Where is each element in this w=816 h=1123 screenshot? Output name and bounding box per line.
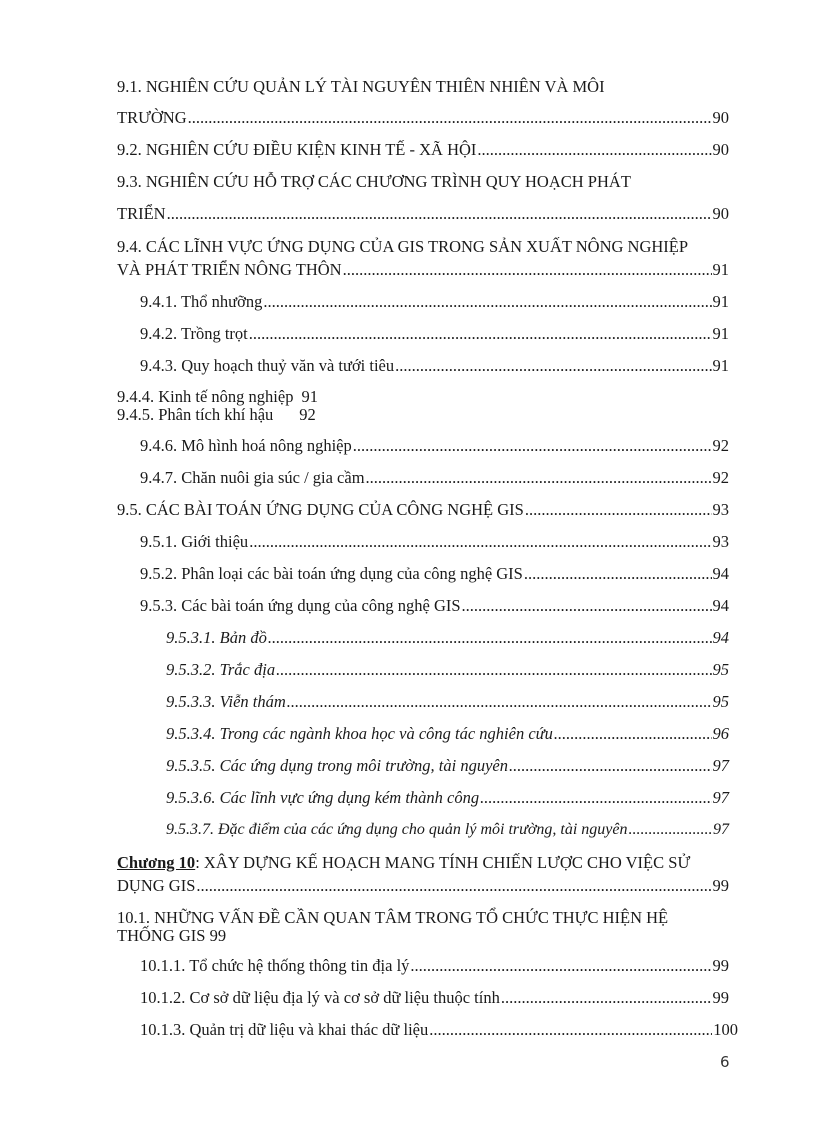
leader-dots [249, 324, 712, 344]
page-number: 6 [720, 1053, 730, 1071]
leader-dots [249, 532, 711, 552]
toc-page-number: 92 [299, 405, 316, 424]
toc-entry-9-3-line1[interactable]: 9.3. NGHIÊN CỨU HỖ TRỢ CÁC CHƯƠNG TRÌNH QUY HOẠCH PHÁT [117, 172, 631, 191]
leader-dots [480, 788, 711, 808]
toc-chapter-10-line1[interactable] [117, 853, 690, 873]
leader-dots [554, 724, 712, 744]
toc-entry-title: 10.1.3. Quản trị dữ liệu và khai thác dữ liệu [140, 1020, 429, 1039]
toc-entry-title: 9.5.3. Các bài toán ứng dụng của công nghệ GIS [140, 596, 461, 615]
leader-dots [524, 564, 712, 584]
leader-dots [196, 876, 711, 896]
toc-entry-title: 9.5.3.4. Trong các ngành khoa học và công tác nghiên cứu [166, 724, 553, 743]
toc-entry-title: TRIỂN [117, 204, 166, 223]
toc-page-number: 91 [712, 260, 729, 279]
toc-page-number: 94 [712, 628, 729, 647]
toc-entry-9-5-3-4[interactable] [166, 724, 729, 744]
leader-dots [477, 140, 711, 160]
toc-page-number: 90 [712, 108, 729, 127]
chapter-title: : XÂY DỰNG KẾ HOẠCH MANG TÍNH CHIẾN LƯỢC CHO VIỆC SỬ [195, 853, 691, 872]
toc-entry-10-1-1[interactable] [140, 956, 729, 976]
toc-page-number: 97 [712, 756, 729, 775]
leader-dots [628, 820, 712, 840]
leader-dots [343, 260, 712, 280]
toc-entry-title: 9.5.2. Phân loại các bài toán ứng dụng của công nghệ GIS [140, 564, 523, 583]
toc-entry-9-2[interactable] [117, 140, 729, 160]
toc-entry-title: 9.5.1. Giới thiệu [140, 532, 249, 551]
leader-dots [462, 596, 712, 616]
leader-dots [509, 756, 712, 776]
toc-page-number: 99 [712, 988, 729, 1007]
toc-entry-9-1[interactable] [117, 108, 729, 128]
toc-entry-title: THỐNG GIS [117, 926, 206, 945]
toc-page-number: 99 [209, 926, 227, 945]
toc-entry-9-5-3-2[interactable] [166, 660, 729, 680]
toc-page-number: 90 [712, 204, 729, 223]
toc-entry-title: 9.4.2. Trồng trọt [140, 324, 248, 343]
toc-entry-title: 9.2. NGHIÊN CỨU ĐIỀU KIỆN KINH TẾ - XÃ HỘI [117, 140, 477, 159]
leader-dots [287, 692, 712, 712]
toc-page-number: 97 [712, 788, 729, 807]
toc-entry-title: TRƯỜNG [117, 108, 187, 127]
toc-entry-9-5-3-7[interactable] [166, 820, 729, 840]
toc-entry-title: 9.5.3.3. Viễn thám [166, 692, 286, 711]
leader-dots [268, 628, 712, 648]
toc-entry-9-5[interactable] [117, 500, 729, 520]
toc-entry-title: 9.4.4. Kinh tế nông nghiệp [117, 387, 294, 406]
toc-page-number: 91 [712, 292, 729, 311]
toc-entry-9-4-4[interactable] [117, 387, 318, 407]
toc-entry-9-4-2[interactable] [140, 324, 729, 344]
toc-page-number: 95 [712, 692, 729, 711]
toc-entry-10-1-line1[interactable]: 10.1. NHỮNG VẤN ĐỀ CẦN QUAN TÂM TRONG TỔ CHỨC THỰC HIỆN HỆ [117, 908, 669, 927]
toc-entry-9-5-3-1[interactable] [166, 628, 729, 648]
leader-dots [167, 204, 712, 224]
toc-entry-title: 9.5.3.6. Các lĩnh vực ứng dụng kém thành công [166, 788, 480, 807]
toc-page-number: 91 [301, 387, 318, 406]
leader-dots [410, 956, 711, 976]
toc-entry-title: DỤNG GIS [117, 876, 196, 895]
toc-page-number: 100 [713, 1020, 738, 1039]
toc-page-number: 99 [712, 956, 729, 975]
toc-page-number: 92 [712, 436, 729, 455]
leader-dots [188, 108, 712, 128]
toc-page-number: 97 [713, 821, 729, 838]
toc-entry-9-4-3[interactable] [140, 356, 729, 376]
toc-entry-title: 9.5. CÁC BÀI TOÁN ỨNG DỤNG CỦA CÔNG NGHỆ GIS [117, 500, 524, 519]
toc-page-number: 99 [712, 876, 729, 895]
toc-entry-title: 9.5.3.7. Đặc điểm của các ứng dụng cho quản lý môi trường, tài nguyên [166, 821, 628, 838]
toc-entry-9-4-line1[interactable]: 9.4. CÁC LĨNH VỰC ỨNG DỤNG CỦA GIS TRONG SẢN XUẤT NÔNG NGHIỆP [117, 237, 689, 256]
leader-dots [501, 988, 712, 1008]
toc-page-number: 90 [712, 140, 729, 159]
toc-entry-9-4-1[interactable] [140, 292, 729, 312]
toc-entry-title: 9.4.6. Mô hình hoá nông nghiệp [140, 436, 352, 455]
toc-entry-title: 9.4.1. Thổ nhưỡng [140, 292, 263, 311]
leader-dots [429, 1020, 712, 1040]
toc-entry-title: 9.4.7. Chăn nuôi gia súc / gia cầm [140, 468, 365, 487]
toc-entry-9-1-line1[interactable]: 9.1. NGHIÊN CỨU QUẢN LÝ TÀI NGUYÊN THIÊN NHIÊN VÀ MÔI [117, 77, 605, 96]
leader-dots [353, 436, 712, 456]
toc-entry-9-4-7[interactable] [140, 468, 729, 488]
toc-entry-9-5-1[interactable] [140, 532, 729, 552]
toc-page-number: 96 [712, 724, 729, 743]
toc-entry-9-4-6[interactable] [140, 436, 729, 456]
toc-entry-9-3[interactable] [117, 204, 729, 224]
toc-entry-10-1[interactable] [117, 926, 226, 946]
toc-entry-9-5-2[interactable] [140, 564, 729, 584]
leader-dots [366, 468, 712, 488]
toc-entry-title: 9.5.3.2. Trắc địa [166, 660, 276, 679]
toc-entry-9-5-3-3[interactable] [166, 692, 729, 712]
toc-entry-title: 10.1.1. Tổ chức hệ thống thông tin địa lý [140, 956, 410, 975]
toc-entry-10-1-2[interactable] [140, 988, 729, 1008]
toc-page-number: 91 [712, 356, 729, 375]
toc-chapter-10[interactable] [117, 876, 729, 896]
toc-page-number: 93 [712, 500, 729, 519]
toc-page-number: 91 [712, 324, 729, 343]
toc-entry-9-5-3-5[interactable] [166, 756, 729, 776]
toc-page-number: 94 [712, 564, 729, 583]
toc-entry-9-4[interactable] [117, 260, 729, 280]
toc-page-number: 95 [712, 660, 729, 679]
toc-entry-9-5-3[interactable] [140, 596, 729, 616]
leader-dots [263, 292, 711, 312]
toc-entry-title: 9.5.3.1. Bản đồ [166, 628, 267, 647]
toc-entry-9-4-5[interactable] [117, 405, 316, 425]
leader-dots [276, 660, 711, 680]
toc-entry-title: 10.1.2. Cơ sở dữ liệu địa lý và cơ sở dữ liệu thuộc tính [140, 988, 500, 1007]
toc-entry-title: VÀ PHÁT TRIỂN NÔNG THÔN [117, 260, 342, 279]
toc-page-number: 92 [712, 468, 729, 487]
toc-entry-9-5-3-6[interactable] [166, 788, 729, 808]
leader-dots [525, 500, 712, 520]
toc-entry-title: 9.5.3.5. Các ứng dụng trong môi trường, tài nguyên [166, 756, 508, 775]
toc-entry-10-1-3[interactable] [140, 1020, 738, 1040]
leader-dots [395, 356, 711, 376]
chapter-label: Chương 10 [117, 853, 196, 872]
toc-page-number: 94 [712, 596, 729, 615]
toc-page-number: 93 [712, 532, 729, 551]
toc-entry-title: 9.4.5. Phân tích khí hậu [117, 405, 274, 424]
toc-entry-title: 9.4.3. Quy hoạch thuỷ văn và tưới tiêu [140, 356, 395, 375]
